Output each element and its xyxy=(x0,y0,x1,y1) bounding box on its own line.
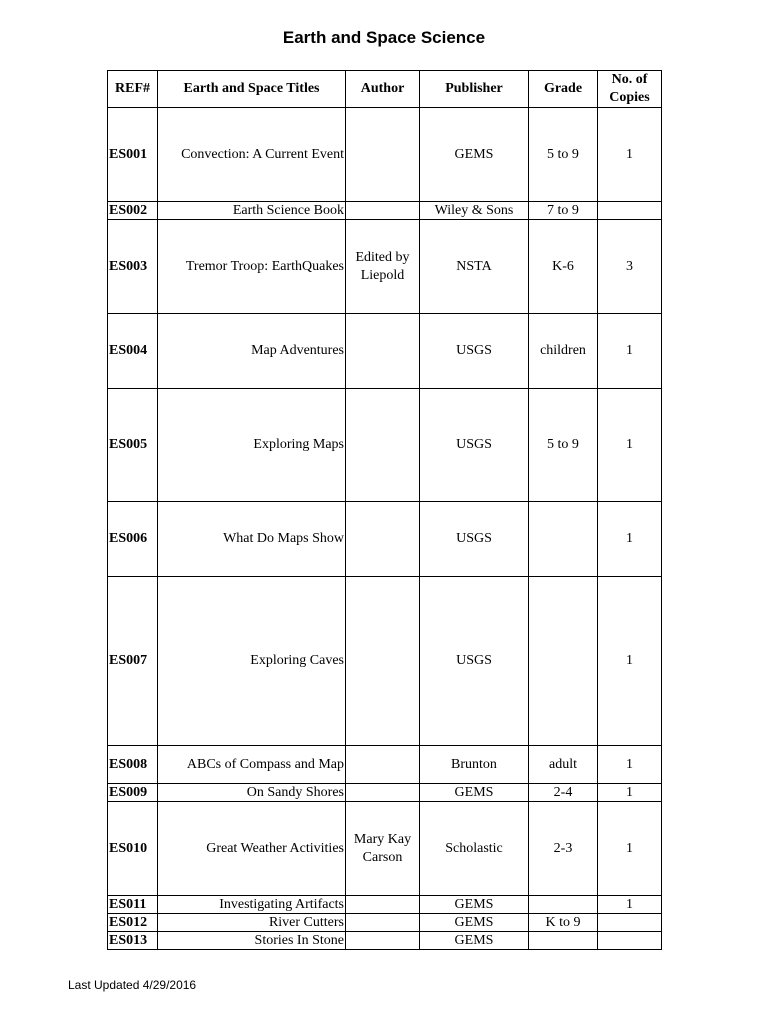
ref-cell: ES002 xyxy=(108,202,158,220)
author-cell xyxy=(346,746,420,784)
ref-cell: ES006 xyxy=(108,502,158,577)
title-cell: Exploring Maps xyxy=(158,389,346,502)
header-titles: Earth and Space Titles xyxy=(158,71,346,108)
table-row xyxy=(108,108,662,202)
copies-cell: 1 xyxy=(598,108,662,202)
grade-cell: children xyxy=(529,314,598,389)
author-cell xyxy=(346,389,420,502)
table-row xyxy=(108,932,662,950)
copies-cell: 1 xyxy=(598,802,662,896)
title-cell: Stories In Stone xyxy=(158,932,346,950)
copies-cell xyxy=(598,914,662,932)
table-row xyxy=(108,577,662,746)
author-cell xyxy=(346,202,420,220)
ref-cell: ES008 xyxy=(108,746,158,784)
header-author: Author xyxy=(346,71,420,108)
table-row xyxy=(108,896,662,914)
page-title: Earth and Space Science xyxy=(282,28,486,47)
table-row xyxy=(108,502,662,577)
title-cell: Great Weather Activities xyxy=(158,802,346,896)
author-cell xyxy=(346,784,420,802)
title-cell: River Cutters xyxy=(158,914,346,932)
grade-cell: 7 to 9 xyxy=(529,202,598,220)
header-ref: REF# xyxy=(108,71,158,108)
publisher-cell: USGS xyxy=(420,577,529,746)
grade-cell: 5 to 9 xyxy=(529,389,598,502)
copies-cell: 1 xyxy=(598,502,662,577)
copies-cell: 1 xyxy=(598,389,662,502)
publisher-cell: GEMS xyxy=(420,932,529,950)
table-row xyxy=(108,746,662,784)
last-updated: Last Updated 4/29/2016 xyxy=(68,978,197,992)
title-cell: Investigating Artifacts xyxy=(158,896,346,914)
grade-cell xyxy=(529,502,598,577)
grade-cell: 2-4 xyxy=(529,784,598,802)
ref-cell: ES012 xyxy=(108,914,158,932)
ref-cell: ES005 xyxy=(108,389,158,502)
copies-cell: 1 xyxy=(598,784,662,802)
title-cell: Earth Science Book xyxy=(158,202,346,220)
header-grade: Grade xyxy=(529,71,598,108)
author-cell: Mary Kay Carson xyxy=(346,802,420,896)
publisher-cell: GEMS xyxy=(420,784,529,802)
title-cell: Map Adventures xyxy=(158,314,346,389)
ref-cell: ES009 xyxy=(108,784,158,802)
title-cell: ABCs of Compass and Map xyxy=(158,746,346,784)
publisher-cell: GEMS xyxy=(420,108,529,202)
publisher-cell: USGS xyxy=(420,389,529,502)
grade-cell: K to 9 xyxy=(529,914,598,932)
grade-cell xyxy=(529,577,598,746)
table-row xyxy=(108,389,662,502)
table-row xyxy=(108,220,662,314)
ref-cell: ES001 xyxy=(108,108,158,202)
header-copies-line1: No. of xyxy=(611,72,648,87)
ref-cell: ES007 xyxy=(108,577,158,746)
grade-cell xyxy=(529,896,598,914)
table-row xyxy=(108,314,662,389)
publisher-cell: Brunton xyxy=(420,746,529,784)
publisher-cell: Wiley & Sons xyxy=(420,202,529,220)
title-cell: Exploring Caves xyxy=(158,577,346,746)
publisher-cell: NSTA xyxy=(420,220,529,314)
ref-cell: ES004 xyxy=(108,314,158,389)
grade-cell: K-6 xyxy=(529,220,598,314)
copies-cell: 1 xyxy=(598,896,662,914)
ref-cell: ES011 xyxy=(108,896,158,914)
header-publisher: Publisher xyxy=(420,71,529,108)
grade-cell: 5 to 9 xyxy=(529,108,598,202)
title-cell: What Do Maps Show xyxy=(158,502,346,577)
table-row xyxy=(108,202,662,220)
grade-cell xyxy=(529,932,598,950)
inventory-table xyxy=(107,70,662,950)
copies-cell: 1 xyxy=(598,314,662,389)
copies-cell xyxy=(598,202,662,220)
author-cell xyxy=(346,108,420,202)
publisher-cell: USGS xyxy=(420,502,529,577)
table-row xyxy=(108,802,662,896)
copies-cell: 3 xyxy=(598,220,662,314)
author-cell xyxy=(346,502,420,577)
header-copies-line2: Copies xyxy=(609,90,650,105)
title-cell: Tremor Troop: EarthQuakes xyxy=(158,220,346,314)
ref-cell: ES013 xyxy=(108,932,158,950)
publisher-cell: GEMS xyxy=(420,914,529,932)
publisher-cell: USGS xyxy=(420,314,529,389)
grade-cell: 2-3 xyxy=(529,802,598,896)
publisher-cell: Scholastic xyxy=(420,802,529,896)
ref-cell: ES003 xyxy=(108,220,158,314)
header-row xyxy=(108,71,662,108)
author-cell xyxy=(346,932,420,950)
publisher-cell: GEMS xyxy=(420,896,529,914)
copies-cell: 1 xyxy=(598,746,662,784)
table-row xyxy=(108,914,662,932)
copies-cell: 1 xyxy=(598,577,662,746)
author-cell xyxy=(346,914,420,932)
grade-cell: adult xyxy=(529,746,598,784)
copies-cell xyxy=(598,932,662,950)
title-cell: On Sandy Shores xyxy=(158,784,346,802)
ref-cell: ES010 xyxy=(108,802,158,896)
author-cell xyxy=(346,314,420,389)
author-cell: Edited by Liepold xyxy=(346,220,420,314)
title-cell: Convection: A Current Event xyxy=(158,108,346,202)
author-cell xyxy=(346,896,420,914)
table-row xyxy=(108,784,662,802)
header-copies xyxy=(598,71,662,108)
author-cell xyxy=(346,577,420,746)
